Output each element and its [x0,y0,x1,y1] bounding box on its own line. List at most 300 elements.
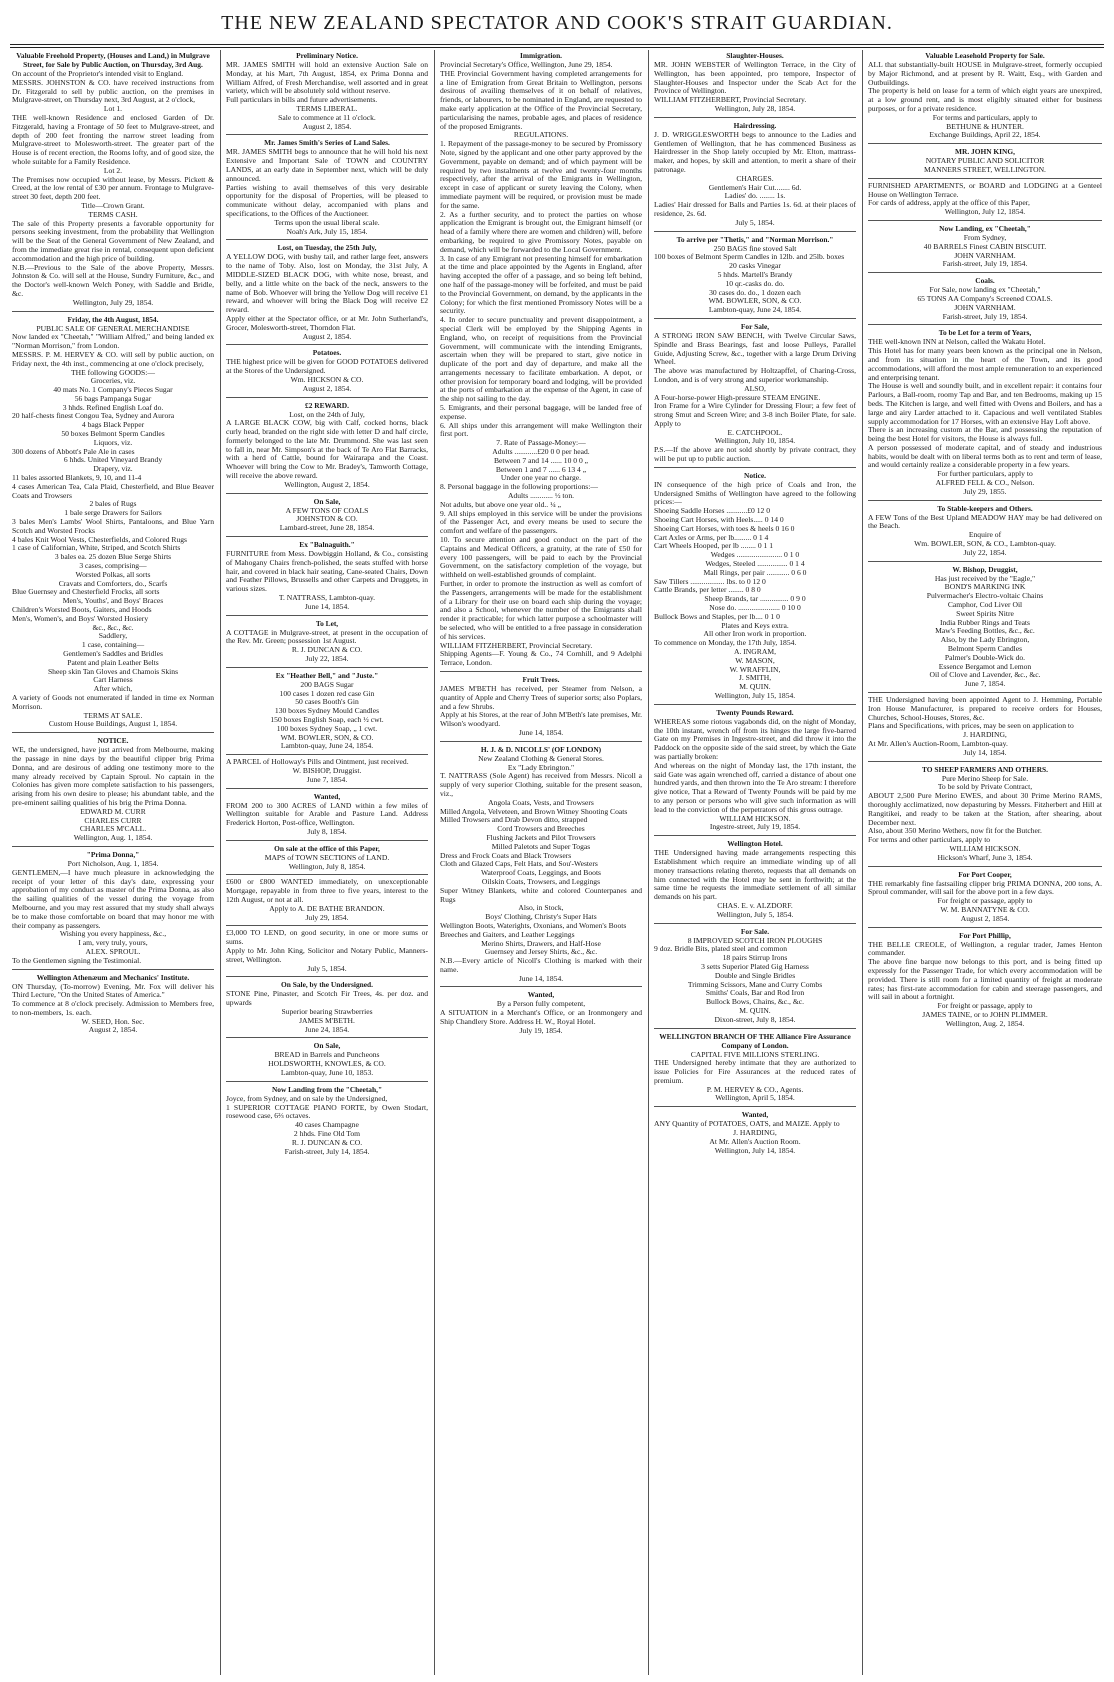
ad-text: The Premises now occupied without lease, by Messrs. Pickett & Creed, at the low rental of £30 per annum. Frontage to Mulgrave-street 30 feet, depth 200 feet. [12,174,214,202]
ad-text: PUBLIC SALE OF GENERAL MERCHANDISE [36,323,190,333]
ad-text: Men's, Youths', and Boys' Braces [62,596,164,606]
ad-text: 20 half-chests finest Congou Tea, Sydney and Aurora [12,411,175,421]
advertisement [440,675,642,742]
advertisement [12,736,214,847]
ad-text: Wedges, Steeled ................ 0 1 4 [705,559,805,569]
ad-heading: Twenty Pounds Reward. [716,707,794,717]
ad-text: 5. Emigrants, and their personal baggage, will be landed free of expense. [440,403,642,421]
ad-text: CHAS. E. v. ALZDORF. [717,900,793,910]
advertisement [654,1032,856,1108]
ad-text: ALFRED FELL & CO., Nelson. [935,478,1035,488]
ad-text: Ladies' Hair dressed for Balls and Parties 1s. 6d. at their places of residence, 2s. 6d. [654,200,856,218]
ad-text: HOLDSWORTH, KNOWLES, & CO. [268,1059,386,1069]
ad-text: MR. JAMES SMITH begs to announce that he will hold his next Extensive and Important Sale of TOWN and COUNTRY LANDS, at an early date in September next, which will be duly announced. [226,147,428,183]
ad-text: ABOUT 2,500 Pure Merino EWES, and about 30 Prime Merino RAMS, thoroughly acclimatized, now depasturing by Messrs. Fitzherbert and Hill at Rangitikei, and ready to be taken at the Station, after shearing, about December next. [868,791,1102,827]
ad-heading: TO SHEEP FARMERS AND OTHERS. [921,764,1048,774]
ad-heading: Fruit Trees. [522,674,560,684]
advertisement [226,51,428,135]
ad-text: Milled Trowsers and Drab Devon ditto, strapped [440,815,588,825]
ad-text: 2 bales of Rugs [89,499,137,509]
ad-text: For terms and particulars, apply to [932,112,1038,122]
ad-text: GENTLEMEN,—I have much pleasure in acknowledging the receipt of your letter of this day's date, expressing your approbation of my conduct as master of the Prima Donna, as also the sailing qualities of the vessel during the voyage from Melbourne, and you may rest assured that my study shall always be to make those comfortable on board that may honor me with their company as passengers. [12,867,214,930]
ad-text: Guernsey and Jersey Shirts, &c., &c. [484,947,598,957]
ad-text: 56 bags Pampanga Sugar [74,393,152,403]
ad-heading: Coals. [975,276,995,286]
ad-text: Lambton-quay, June 24, 1854. [280,741,374,751]
ad-text: Wellington, July 29, 1854. [72,297,154,307]
ad-heading: For Port Cooper, [958,869,1012,879]
ad-text: Patent and plain Leather Belts [67,657,159,667]
ad-text: E. CATCHPOOL. [727,427,783,437]
ad-text: 2. As a further security, and to protect the parties on whose application the Emigrant is brought out, the Emigrant himself (or head of a family where there are women and children) will, before embarking, be required to give Promissory Notes, payable on demand, which will be forwarded to the Local Government. [440,209,642,254]
ad-text: FURNISHED APARTMENTS, or BOARD and LODGING at a Genteel House on Wellington Terrace. [868,180,1102,199]
ad-text: Boys' Clothing, Christy's Super Hats [485,912,597,922]
column-3 [440,50,642,1675]
ad-heading: Valuable Freehold Property, (Houses and Land,) in Mulgrave Street, for Sale by Public Auction, on Thursday, 3rd Aug. [16,51,210,69]
ad-text: Cravats and Comforters, do., Scarfs [58,578,168,588]
ad-text: Wellington, July 15, 1854. [714,691,796,700]
ad-text: Cart Harness [93,675,133,685]
ad-text: Saw Tillers .................. lbs. to 0 12 0 [654,576,766,586]
ad-text: T. NATTRASS (Sole Agent) has received from Messrs. Nicoll a supply of very superior Clothing, suitable for the present season, viz., [440,771,642,798]
ad-text: Sale to commence at 11 o'clock. [278,112,376,122]
ad-text: 11 bales assorted Blankets, 9, 10, and 11-4 [12,473,142,483]
ad-text: Lambton-quay, June 24, 1854. [708,305,802,315]
ad-text: I am, very truly, yours, [78,938,148,948]
ad-text: 100 boxes of Belmont Sperm Candles in 12lb. and 25lb. boxes [654,252,845,262]
ad-text: Liquors, viz. [93,437,133,447]
ad-heading: Preliminary Notice. [296,51,358,60]
ad-heading: Valuable Leasehold Property for Sale. [925,51,1045,60]
column-divider [648,50,649,1675]
ad-text: And whereas on the night of Monday last, the 17th instant, the said Gate was again wrenched off, carried a distance of about one hundred yards, and then thrown into the Te Aro stream: I therefore give notice, That a Reward of Twenty Pounds will be paid by me to any person or persons who will give such information as will lead to the conviction of the perpetrators of this gross outrage. [654,760,856,814]
ad-text: Between 1 and 7 ...... 6 13 4 „ [495,464,587,474]
ad-text: MESSRS. JOHNSTON & CO. have received instructions from Dr. Fitzgerald to sell by public auction, on the premises in Mulgrave-street, on Thursday next, 3rd August, at 2 o'clock, [12,77,214,105]
ad-text: CHARLES M'CALL. [79,824,147,834]
ad-text: THE Undersigned having made arrangements respecting this Establishment which require an immediate winding up of all money transactions relating thereto, requests that all demands on him connected with the Hotel may be sent in forthwith; at the same time he requests the immediate settlement of all similar demands on his part. [654,848,856,902]
ad-text: CHARGES. [736,173,774,183]
ad-heading: Wanted, [527,990,555,1000]
ad-text: 1 case, containing— [81,640,145,650]
ad-text: TERMS LIBERAL. [296,103,358,113]
ad-text: By a Person fully competent, [496,999,586,1009]
ad-heading: "Prima Donna," [86,849,140,859]
ad-text: 8. Personal baggage in the following proportions:— [440,482,598,492]
ad-text: Pure Merino Sheep for Sale. [941,773,1029,783]
ad-text: A variety of Goods not enumerated if landed in time ex Norman Morrison. [12,692,214,711]
ad-heading: Friday, the 4th August, 1854. [67,314,159,324]
advertisement [226,401,428,494]
ad-text: 4 bales Knit Wool Vests, Chesterfields, and Colored Rugs [12,534,188,544]
ad-heading: On Sale, by the Undersigned. [281,980,373,990]
ad-text: WM. BOWLER, SON, & CO. [708,296,802,306]
advertisement [654,927,856,1029]
ad-text: To the Gentlemen signing the Testimonial. [12,955,142,965]
ad-text: EDWARD M. CURR [80,806,146,816]
ad-text: Cord Trowsers and Breeches [497,824,585,834]
ad-text: The House is well and soundly built, and in excellent repair: it contains four Parlours, a Ball-room, roomy Tap and Bar, and ten Bedrooms, making up 15 beds. The Kitchen is large, and well fitted with Ovens and Boilers, and has a large and airy Larder attached to it. Capacious and well ventilated Stables supply accommodation for 17 Horses, with an extensive Hay Loft above. [868,381,1102,426]
ad-text: For freight or passage, apply to [937,1001,1033,1011]
ad-text: Gentlemen's Saddles and Bridles [63,649,163,658]
ad-text: MAPS of TOWN SECTIONS of LAND. [264,852,390,862]
ad-text: Wedges ........................ 0 1 0 [710,550,800,560]
advertisement [12,51,214,312]
advertisement [226,758,428,788]
ad-text: ON Thursday, (To-morrow) Evening, Mr. Fox will deliver his Third Lecture, "On the United States of America." [12,981,214,1000]
ad-text: Wm. BOWLER, SON, & CO., Lambton-quay. [914,539,1056,549]
ad-text: Also, about 350 Merino Wethers, now fit for the Butcher. [868,826,1042,836]
ad-text: Double and Single Bridles [714,970,796,980]
ad-text: THE remarkably fine fastsailing clipper brig PRIMA DONNA, 200 tons, A. Sproul commander, will sail for the above port in a few days. [868,878,1102,897]
ad-text: Trimming Scissors, Mane and Curry Combs [687,979,823,989]
ad-text: For cards of address, apply at the office of this Paper, [868,198,1030,208]
ad-text: 40 cases Champagne [295,1120,359,1130]
ad-text: TERMS AT SALE. [83,710,143,720]
ad-text: WILLIAM FITZHERBERT, Provincial Secretary. [440,640,593,650]
ad-text: NOTARY PUBLIC AND SOLICITOR [925,156,1045,166]
ad-heading: Wellington Hotel. [727,839,783,849]
ad-text: Wm. HICKSON & CO. [290,374,364,384]
ad-text: FURNITURE from Mess. Dowbiggin Holland, & Co., consisting of Mahogany Chairs french-polished, the seats stuffed with horse hair, and covered in black hair seating, Cane-seated Chairs, Down and Feather Pillows, Brussells and other Carpets and Druggets, in various sizes. [226,549,428,594]
ad-text: Full particulars in bills and future advertisements. [226,95,378,105]
ad-text: Wellington, July 12, 1854. [944,207,1026,217]
ad-heading: Now Landing from the "Cheetah," [271,1084,383,1094]
ad-text: 10. To secure attention and good conduct on the part of the Captains and Medical Officers, a gratuity, at the rate of £50 for every 100 passengers, will be paid to each by the Provincial Government, on the satisfactory completion of the voyage, but withheld on well-established grounds of complaint. [440,535,642,580]
advertisement [226,671,428,755]
ad-text: Children's Worsted Boots, Gaiters, and Hoods [12,605,152,615]
ad-text: 8 IMPROVED SCOTCH IRON PLOUGHS [687,935,823,945]
advertisement [868,565,1102,693]
ad-text: August 2, 1854. [302,383,352,393]
ad-text: To commence at 8 o'clock precisely. Admission to Members free, to non-members, 1s. each. [12,999,214,1017]
ad-text: THE well-known INN at Nelson, called the Wakatu Hotel. [868,337,1046,347]
ad-text: Wellington, July 10, 1854. [714,436,796,446]
ad-text: Gentlemen's Hair Cut........ 6d. [708,182,802,192]
ad-text: IN consequence of the high price of Coals and Iron, the Undersigned Smiths of Wellington have agreed to the following prices:— [654,479,856,507]
ad-text: Wellington, Aug. 2, 1854. [945,1018,1025,1028]
ad-text: Worsted Polkas, all sorts [75,569,151,579]
ad-text: June 14, 1854. [518,727,564,737]
advertisement [226,497,428,537]
ad-text: Lot 2. [103,165,123,175]
ad-heading: On Sale, [313,1041,341,1051]
advertisement [12,973,214,1039]
ad-heading: Slaughter-Houses. [726,51,784,60]
advertisement [654,471,856,705]
ad-text: July 29, 1854. [305,912,349,922]
ad-text: 65 TONS AA Company's Screened COALS. [917,293,1053,303]
ad-text: Wellington, April 5, 1854. [715,1093,795,1103]
ad-text: JAMES M'BETH. [299,1015,355,1025]
advertisement [226,929,428,977]
ad-text: Port Nicholson, Aug. 1, 1854. [67,858,159,868]
ad-text: JAMES M'BETH has received, per Steamer from Nelson, a quantity of Apple and Cherry Trees of superior sorts; also Poplars, and a few Shrubs. [440,683,642,711]
ad-text: August 2, 1854. [960,913,1010,923]
ad-text: Sheep skin Tan Gloves and Chamois Skins [47,666,179,676]
newspaper-title: THE NEW ZEALAND SPECTATOR AND COOK'S STRAIT GUARDIAN. [221,12,893,34]
advertisement [868,931,1102,1032]
column-divider [220,50,221,1675]
ad-text: Shoeing Saddle Horses ...........£0 12 0 [654,506,771,516]
ad-text: Apply either at the Spectator office, or at Mr. John Sutherland's, Grocer, Molesworth-street, Thorndon Flat. [226,313,428,332]
column-2 [226,50,428,1675]
ad-text: Essence Bergamot and Lemon [938,661,1032,671]
ad-text: June 14, 1854. [304,601,350,611]
ad-text: 40 BARRELS Finest CABIN BISCUIT. [923,241,1047,251]
ad-heading: Mr. James Smith's Series of Land Sales. [264,138,390,148]
ad-text: A FEW Tons of the Best Upland MEADOW HAY may be had delivered on the Beach. [868,512,1102,531]
ad-text: CHARLES CURR [84,815,142,825]
ad-text: Dixon-street, July 8, 1854. [714,1014,796,1024]
ad-text: Provincial Secretary's Office, Wellington, June 29, 1854. [440,60,613,69]
ad-text: For Sale, now landing ex "Cheetah," [929,285,1041,295]
ad-text: Ladies' do. ........ 1s. [724,191,786,201]
ad-text: W. SEED, Hon. Sec. [81,1016,145,1026]
advertisement [654,322,856,468]
ad-text: Merino Shirts, Drawers, and Half-Hose [481,938,601,948]
ad-text: A FEW TONS OF COALS [285,505,369,515]
ad-text: Lost, on the 24th of July, [289,409,365,419]
ad-text: Camphor, Cod Liver Oil [947,600,1023,610]
ad-text: July 29, 1855. [963,486,1007,496]
ad-text: Wellington, July 5, 1854. [716,909,794,919]
ad-text: A STRONG IRON SAW BENCH, with Twelve Circular Saws, Spindle and Brass Bearings, fast and loose Pulleys, Parallel Guide, Adjusting Screw, &c., together with a large Drum Driving Wheel. [654,330,856,367]
advertisement [868,696,1102,762]
ad-text: Adults ............ ½ ton. [507,491,575,501]
ad-text: Lambton-quay, June 10, 1853. [280,1067,374,1077]
ad-text: 150 boxes English Soap, each ½ cwt. [270,715,384,725]
ad-heading: For Port Phillip, [959,930,1011,940]
ad-heading: MR. JOHN KING, [955,147,1015,157]
ad-text: A PARCEL of Holloway's Pills and Ointment, just received. [226,757,409,767]
ad-heading: To arrive per "Thetis," and "Norman Morrison." [676,234,834,244]
ad-text: Enquire of [968,530,1002,540]
advertisement [654,235,856,319]
ad-text: 1 SUPERIOR COTTAGE PIANO FORTE, by Owen Stodart, rosewood case, 6⅔ octaves. [226,1102,428,1121]
ad-text: MANNERS STREET, WELLINGTON. [924,164,1046,174]
ad-text: Dress and Frock Coats and Black Trowsers [440,850,572,860]
ad-text: 40 mats No. 1 Company's Pieces Sugar [53,385,173,395]
ad-text: 1 bale serge Drawers for Sailors [64,508,162,518]
ad-text: Belmont Sperm Candles [947,644,1023,654]
ad-text: REGULATIONS. [513,130,569,140]
ad-heading: Now Landing, ex "Cheetah," [939,223,1031,233]
ad-text: THE Undersigned having been appointed Agent to J. Hemming, Portable Iron House Manufacturer, is prepared to receive orders for Houses, Churches, School-Houses, Stores, &c. [868,695,1102,722]
column-divider [434,50,435,1675]
advertisement [12,850,214,970]
ad-text: 10 qr.-casks do. do. [725,278,785,288]
ad-text: Wellington Boots, Waterights, Oxonians, and Women's Boots [440,920,627,930]
ad-text: ALEX. SPROUL. [85,946,141,956]
ad-text: To be sold by Private Contract, [937,782,1033,792]
advertisement [226,980,428,1038]
ad-text: Not adults, but above one year old.. ¼ „ [440,499,562,509]
ad-text: Plates and Keys extra. [721,620,789,630]
ad-text: 4 cases American Tea, Cala Plaid, Chesterfield, and Blue Beaver Coats and Trowsers [12,481,214,500]
ad-text: Under one year no charge. [500,473,582,483]
ad-text: June 7, 1854. [964,679,1006,689]
ad-text: 50 cases Booth's Gin [295,697,359,707]
ad-text: 3 setts Superior Plated Gig Harness [701,961,809,971]
ad-text: Lot 1. [103,104,123,114]
ad-text: Also, by the Lady Ebrington, [940,635,1030,645]
ad-text: From Sydney, [963,232,1007,242]
ad-text: ANY Quantity of POTATOES, OATS, and MAIZE. Apply to [654,1119,840,1129]
ad-text: 9 doz. Bridle Bits, plated steel and common [654,944,788,954]
ad-text: All other Iron work in proportion. [703,629,807,639]
ad-text: Shipping Agents—F. Young & Co., 74 Cornhill, and 9 Adelphi Terrace, London. [440,649,642,668]
ad-heading: W. Bishop, Druggist, [952,564,1018,574]
ad-text: Maw's Feeding Bottles, &c., &c. [935,626,1035,636]
ad-text: 3. In case of any Emigrant not presenting himself for embarkation at the time and place appointed by the Agents in England, after having accepted the offer of a passage, and so being left behind, one half of the passage-money will be forfeited, and must be paid to the Provincial Government, on demand, by the applicants in the Colony; for which the first mentioned Promissory Notes will be a security. [440,253,642,316]
ad-text: August 2, 1854. [302,121,352,131]
ad-text: Title—Crown Grant. [81,200,145,210]
ad-text: 1 case of Californian, White, Striped, and Scotch Shirts [12,543,181,553]
ad-text: Cart Axles or Arms, per lb......... 0 1 4 [654,532,769,542]
ad-text: 30 cases do. do., 1 dozen each [709,287,801,297]
ad-heading: Potatoes. [312,348,342,358]
masthead-rule-double [10,47,1104,48]
ad-text: Shoeing Cart Horses, with Heels..... 0 14 0 [654,515,784,525]
ad-text: THE well-known Residence and enclosed Garden of Dr. Fitzgerald, having a Frontage of 50 feet to Mulgrave-street, and depth of 200 feet fronting the narrow street leading from Mulgrave-street to Molesworth-street. The greater part of the House is of recent erection, the Rooms lofty, and of good size, the whole suitable for a Family Residence. [12,112,214,166]
advertisement [868,870,1102,928]
ad-text: WE, the undersigned, have just arrived from Melbourne, making the passage in nine days by the beautiful clipper brig Prima Donna, and are desirous of adding one testimony more to the many already received by Captain Sproul. No captain in the Colonies has given more complete satisfaction to his passengers, arising from his own desire to please; his abundant table, and the pre-eminent sailing qualities of his brig the Prima Donna. [12,745,214,807]
ad-text: This Hotel has for many years been known as the principal one in Nelson, and from its situation in the heart of the Town, and its good accommodations, will afford the most ample remuneration to an experienced and enterprising tenant. [868,346,1102,382]
advertisement [868,504,1102,562]
ad-text: Apply to A. DE BATHE BRANDON. [269,903,385,913]
ad-text: Superior bearing Strawberries [281,1006,373,1016]
ad-heading: WELLINGTON BRANCH OF THE Alliance Fire Assurance Company of London. [659,1031,851,1050]
ad-text: MR. JOHN WEBSTER of Wellington Terrace, in the City of Wellington, has been appointed, pro tempore, Inspector of Slaughter-Houses and Inspector under the Scab Act for the Province of Wellington. [654,60,856,96]
ad-text: W. BISHOP, Druggist. [292,766,362,775]
ad-text: M. QUIN. [739,1005,771,1015]
ad-text: Farish-street, July 19, 1854. [942,311,1028,321]
advertisement [226,348,428,397]
ad-text: MR. JAMES SMITH will hold an extensive Auction Sale on Monday, at his Mart, 7th August, 1854, ex Prima Donna and William Alfred, of Fresh Merchandise, well assorted and in great variety, which will be absolutely sold without reserve. [226,60,428,96]
ad-text: £600 or £800 WANTED immediately, on unexceptionable Mortgage, repayable in from three to five years, interest to the 12th August, or not at all. [226,877,428,904]
ad-text: THE Provincial Government having completed arrangements for a line of Emigration from Great Britain to Wellington, persons desirous of availing themselves of it on behalf of relatives, friends, or labourers, to be nominated in England, are requested to make early application at the Office of the Provincial Secretary, particularising the names, probable ages, and places of residence of the proposed Emigrants. [440,68,642,131]
advertisement [226,243,428,345]
ad-text: W. MASON, [735,655,775,665]
ad-text: 7. Rate of Passage-Money:— [496,438,586,448]
ad-text: Milled Angola, Velveteen, and Brown Witney Shooting Coats [440,806,628,816]
ad-text: Sheep Brands, tar ............... 0 9 0 [704,594,806,604]
ad-heading: Immigration. [519,51,563,60]
ad-text: W. WRAFFLIN, [729,664,781,674]
ad-text: STONE Pine, Pinaster, and Scotch Fir Trees, 4s. per doz. and upwards [226,989,428,1008]
ad-text: P.S.—If the above are not sold shortly by private contract, they will be put up to public auction. [654,445,856,464]
advertisement [654,121,856,232]
ad-text: WILLIAM FITZHERBERT, Provincial Secretary. [654,95,807,105]
ad-heading: Notice. [744,470,766,480]
column-4 [654,50,856,1675]
ad-text: New Zealand Clothing & General Stores. [478,753,604,763]
ad-text: July 22, 1854. [963,547,1007,557]
advertisement [226,792,428,841]
ad-heading: Hairdressing. [733,120,777,130]
ad-text: Bullock Bows and Staples, per lb.... 0 1 0 [654,611,780,621]
ad-text: WILLIAM HICKSON. [949,843,1021,853]
ad-heading: For Sale, [740,321,770,331]
advertisement [12,315,214,734]
ad-text: Custom House Buildings, August 1, 1854. [48,719,178,729]
ad-text: Breeches and Gaiters, and Leather Leggings [440,929,575,939]
ad-text: J. HARDING, [733,1128,777,1138]
ad-heading: H. J. & D. NICOLLS' (OF LONDON) [480,744,602,754]
ad-text: On account of the Proprietor's intended visit to England. [12,69,184,78]
advertisement [868,224,1102,273]
ad-text: Mall Rings, per pair ............ 0 6 0 [703,567,807,577]
ad-text: MESSRS. P. M. HERVEY & CO. will sell by public auction, on Friday next, the 4th inst., commencing at one o'clock precisely, [12,349,214,368]
ad-text: August 2, 1854. [88,1025,138,1035]
advertisement [868,765,1102,867]
ad-text: Oilskin Coats, Trowsers, and Leggings [481,876,601,886]
ad-text: Wellington, August 2, 1854. [284,479,370,489]
ad-text: Ingestre-street, July 19, 1854. [709,822,801,832]
ad-text: June 24, 1854. [304,1024,350,1034]
ad-text: Blue Guernsey and Chesterfield Frocks, all sorts [12,587,160,597]
ad-heading: Ex "Balnaguith." [299,540,355,550]
ad-text: 5 hhds. Martell's Brandy [717,269,793,279]
advertisement [226,540,428,616]
ad-text: JAMES TAINE, or to JOHN PLIMMER. [922,1009,1048,1019]
advertisement [440,745,642,988]
advertisement [226,138,428,240]
advertisement [226,878,428,926]
advertisement [868,182,1102,221]
ad-heading: To Stable-keepers and Others. [937,503,1033,513]
ad-text: Has just received by the "Eagle," [934,573,1036,583]
advertisement [226,844,428,876]
ad-text: THE Undersigned hereby intimate that they are authorized to issue Policies for Fire Assurances at the reduced rates of premium. [654,1058,856,1085]
ad-text: Drapery, viz. [93,464,133,474]
ad-text: THE BELLE CREOLE, of Wellington, a regular trader, James Henton commander. [868,939,1102,958]
ad-text: Apply to Mr. John King, Solicitor and Notary Public, Manners-street, Wellington. [226,945,428,964]
ad-text: July 19, 1854. [519,1025,563,1035]
ad-text: JOHNSTON & CO. [296,514,358,524]
ad-text: 3 bales Men's Lambs' Wool Shirts, Pantaloons, and Blue Yarn Scotch and Worsted Frocks [12,517,214,535]
ad-text: WHEREAS some riotous vagabonds did, on the night of Monday, the 10th instant, wrench off from its hinges the large five-barred Gate on my Premises in Ingestre-street, and did throw it into the Paddock on the opposite side of the said street, by which the Gate was partially broken: [654,716,856,761]
ad-text: Noah's Ark, July 15, 1854. [286,226,368,236]
ad-text: Wellington, July 8, 1854. [288,861,366,871]
ad-text: Further, in order to promote the instruction as well as comfort of the Passengers, arrangements will be made for the establishment of a Library for their use on board each ship during the voyage; and also a School, whenever the number of the Emigrants shall render it practicable; for which latter purpose a schoolmaster will be selected, who will be entitled to a free passage in consideration of his services. [440,579,642,641]
column-1 [12,50,214,1675]
ad-text: Wellington, July 14, 1854. [714,1145,796,1155]
column-5 [868,50,1102,1675]
advertisement [226,1085,428,1160]
ad-text: Hickson's Wharf, June 3, 1854. [937,852,1033,862]
ad-text: Sweet Spirits Nitre [956,608,1014,618]
ad-text: 100 cases 1 dozen red case Gin [279,688,375,698]
ad-text: Pulvermacher's Electro-voltaic Chains [926,591,1044,601]
ad-text: J. SMITH, [738,673,772,683]
ad-heading: To be Let for a term of Years, [938,328,1032,338]
ad-text: Adults ............£20 0 0 per head. [492,447,590,457]
advertisement [440,990,642,1038]
ad-text: Oil of Clove and Lavender, &c., &c. [929,670,1041,680]
ad-text: Ex "Lady Ebrington." [507,762,575,772]
advertisement [226,1041,428,1081]
ad-text: Exchange Buildings, April 22, 1854. [929,130,1041,140]
column-divider [862,50,863,1675]
ad-text: TERMS CASH. [88,209,138,219]
ad-text: A LARGE BLACK COW, big with Calf, cocked horns, black curly head, branded on the right side with letter D and half circle, formerly belonged to the late Mr. Drummond. She was last seen to fall in, near Mr. Simpson's at the back of Te Aro Flat Barracks, with a herd of Cattle, bound for Wairarapa and the Coast. Whoever will bring the Cow to Mr. Bradey's, Tamworth Cottage, will receive the above reward. [226,418,428,481]
ad-text: P. M. HERVEY & CO., Agents. [706,1084,804,1094]
ad-heading: £2 REWARD. [305,400,349,410]
ad-text: M. QUIN. [739,682,771,692]
ad-text: June 7, 1854. [306,774,348,784]
ad-text: The property is held on lease for a term of which eight years are unexpired, at a low ground rent, and is most eligibly situated either for business purposes, or for a private residence. [868,86,1102,113]
